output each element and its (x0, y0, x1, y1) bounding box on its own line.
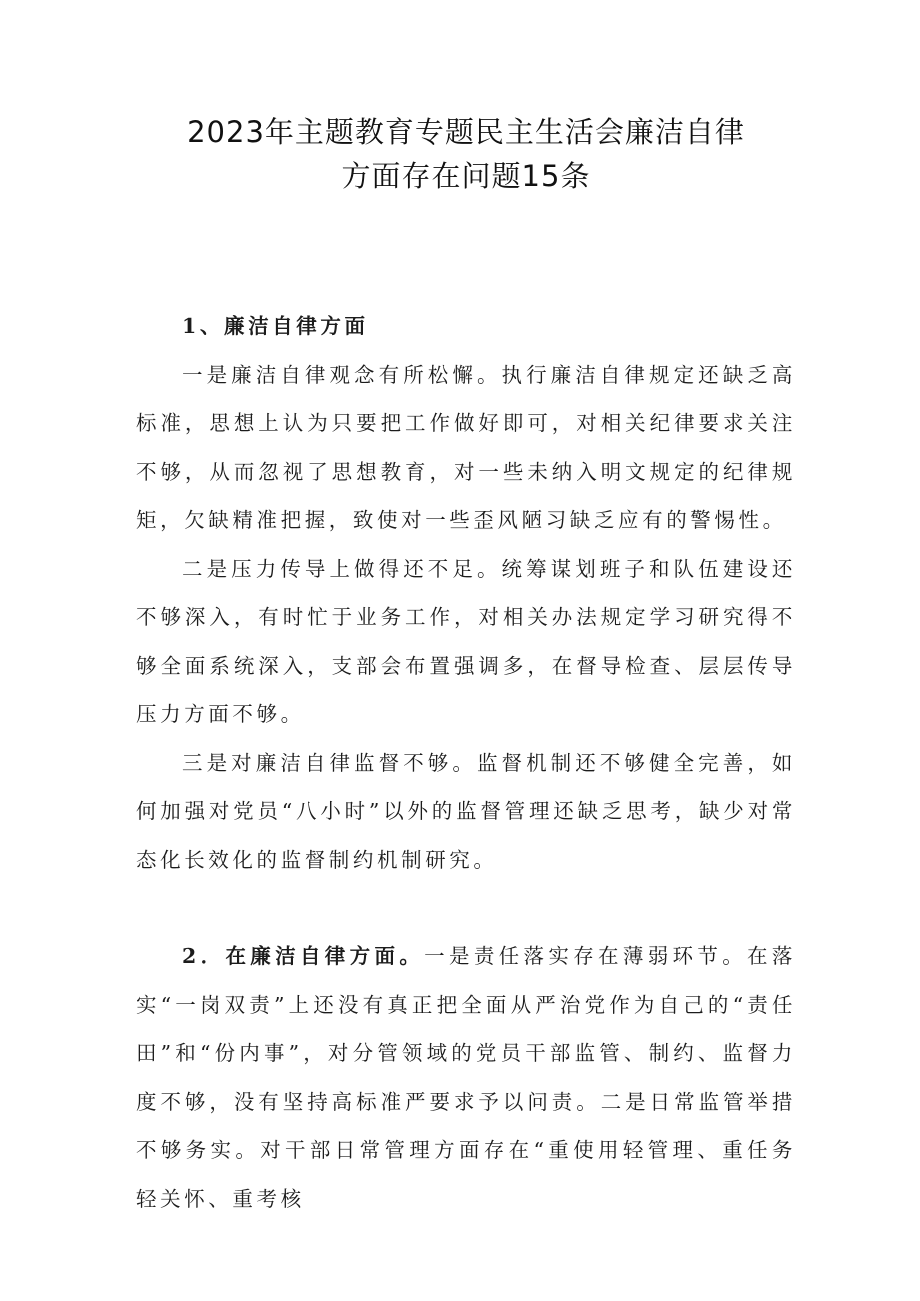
section-1-paragraph-2: 二是压力传导上做得还不足。统筹谋划班子和队伍建设还不够深入，有时忙于业务工作，对相关办法规定学习研究得不够全面系统深入，支部会布置强调多，在督导检查、层层传导压力方面不够。 (136, 556, 796, 726)
section-2-paragraph (136, 932, 796, 1223)
section-1-paragraph-3: 三是对廉洁自律监督不够。监督机制还不够健全完善，如何加强对党员“八小时”以外的监督管理还缺乏思考，缺少对常态化长效化的监督制约机制研究。 (136, 750, 796, 872)
title-line-2: 方面存在问题15条 (341, 159, 591, 193)
document-title (136, 110, 796, 198)
section-1-paragraph-1: 一是廉洁自律观念有所松懈。执行廉洁自律规定还缺乏高标准，思想上认为只要把工作做好即可，对相关纪律要求关注不够，从而忽视了思想教育，对一些未纳入明文规定的纪律规矩，欠缺精准把握，致使对一些歪风陋习缺乏应有的警惕性。 (136, 362, 796, 532)
section-2-text: 一是责任落实存在薄弱环节。在落实“一岗双责”上还没有真正把全面从严治党作为自己的“责任田”和“份内事”，对分管领域的党员干部监管、制约、监督力度不够，没有坚持高标准严要求予以问责。二是日常监管举措不够务实。对干部日常管理方面存在“重使用轻管理、重任务轻关怀、重考核 (136, 944, 797, 1211)
title-line-1: 2023年主题教育专题民主生活会廉洁自律 (187, 115, 745, 149)
section-1-heading: 1、廉洁自律方面 (182, 314, 369, 338)
section-spacer (136, 884, 796, 932)
section-2-lead: 2．在廉洁自律方面。 (182, 944, 425, 968)
document-body (136, 302, 796, 1223)
